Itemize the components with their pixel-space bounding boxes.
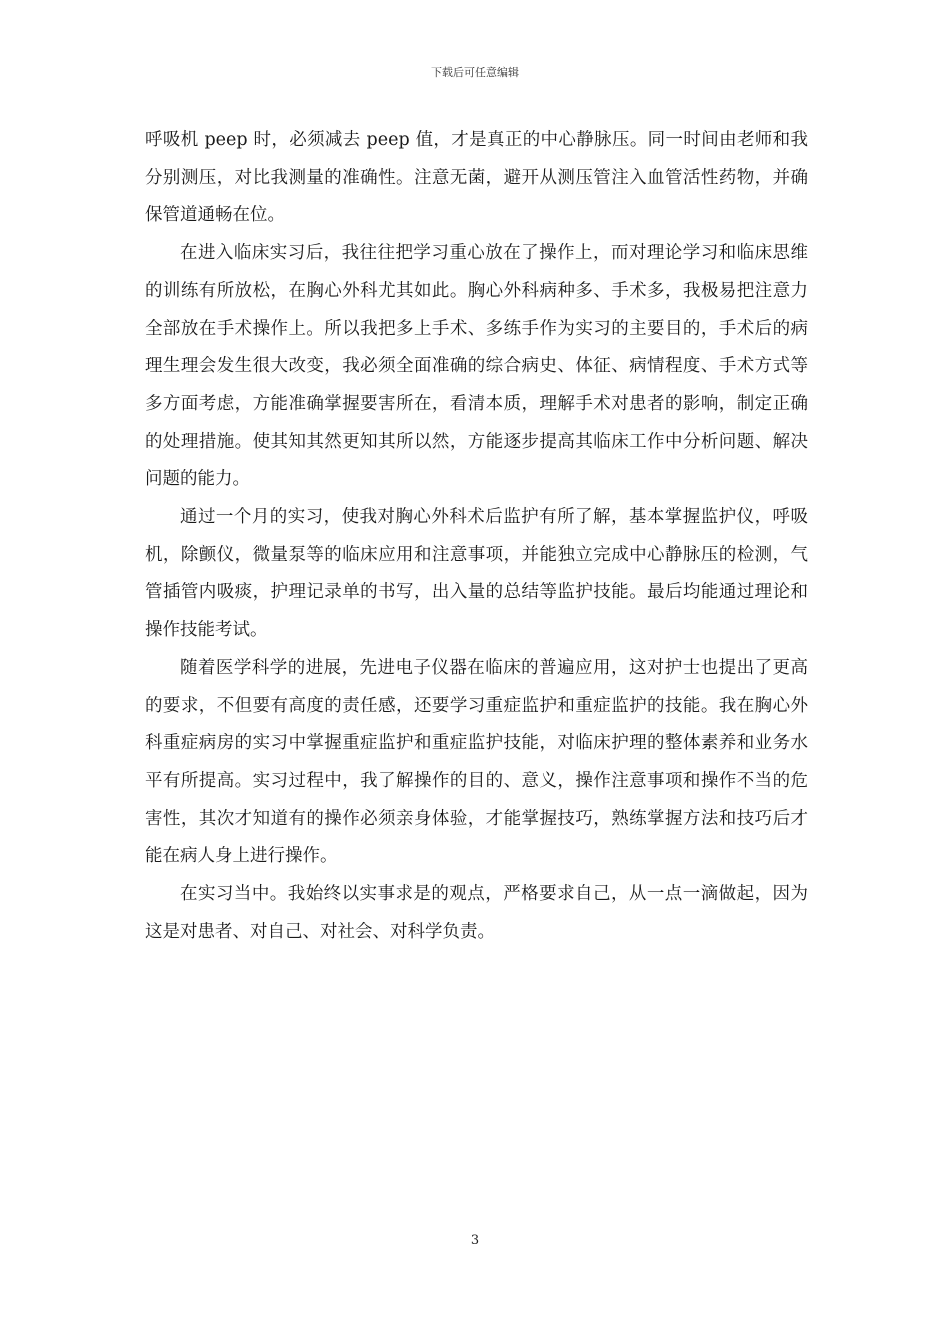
paragraph: 通过一个月的实习，使我对胸心外科术后监护有所了解，基本掌握监护仪，呼吸机，除颤仪，微量泵等的临床应用和注意事项，并能独立完成中心静脉压的检测，气管插管内吸痰，护理记录单的书写，出入量的总结等监护技能。最后均能通过理论和操作技能考试。 <box>145 507 808 641</box>
body-text <box>145 122 808 951</box>
paragraph-continued: 呼吸机 peep 时，必须减去 peep 值，才是真正的中心静脉压。同一时间由老师和我分别测压，对比我测量的准确性。注意无菌，避开从测压管注入血管活性药物，并确保管道通畅在位。 <box>145 130 808 226</box>
page-number: 3 <box>470 1233 480 1248</box>
paragraph: 在进入临床实习后，我往往把学习重心放在了操作上，而对理论学习和临床思维的训练有所放松，在胸心外科尤其如此。胸心外科病种多、手术多，我极易把注意力全部放在手术操作上。所以我把多上手术、多练手作为实习的主要目的，手术后的病理生理会发生很大改变，我必须全面准确的综合病史、体征、病情程度、手术方式等多方面考虑，方能准确掌握要害所在，看清本质，理解手术对患者的影响，制定正确的处理措施。使其知其然更知其所以然，方能逐步提高其临床工作中分析问题、解决问题的能力。 <box>145 243 808 490</box>
page-header: 下载后可任意编辑 <box>431 66 519 79</box>
paragraph: 随着医学科学的进展，先进电子仪器在临床的普遍应用，这对护士也提出了更高的要求，不但要有高度的责任感，还要学习重症监护和重症监护的技能。我在胸心外科重症病房的实习中掌握重症监护和重症监护技能，对临床护理的整体素养和业务水平有所提高。实习过程中，我了解操作的目的、意义，操作注意事项和操作不当的危害性，其次才知道有的操作必须亲身体验，才能掌握技巧，熟练掌握方法和技巧后才能在病人身上进行操作。 <box>145 657 808 867</box>
paragraph: 在实习当中。我始终以实事求是的观点，严格要求自己，从一点一滴做起，因为这是对患者、对自己、对社会、对科学负责。 <box>145 884 808 942</box>
